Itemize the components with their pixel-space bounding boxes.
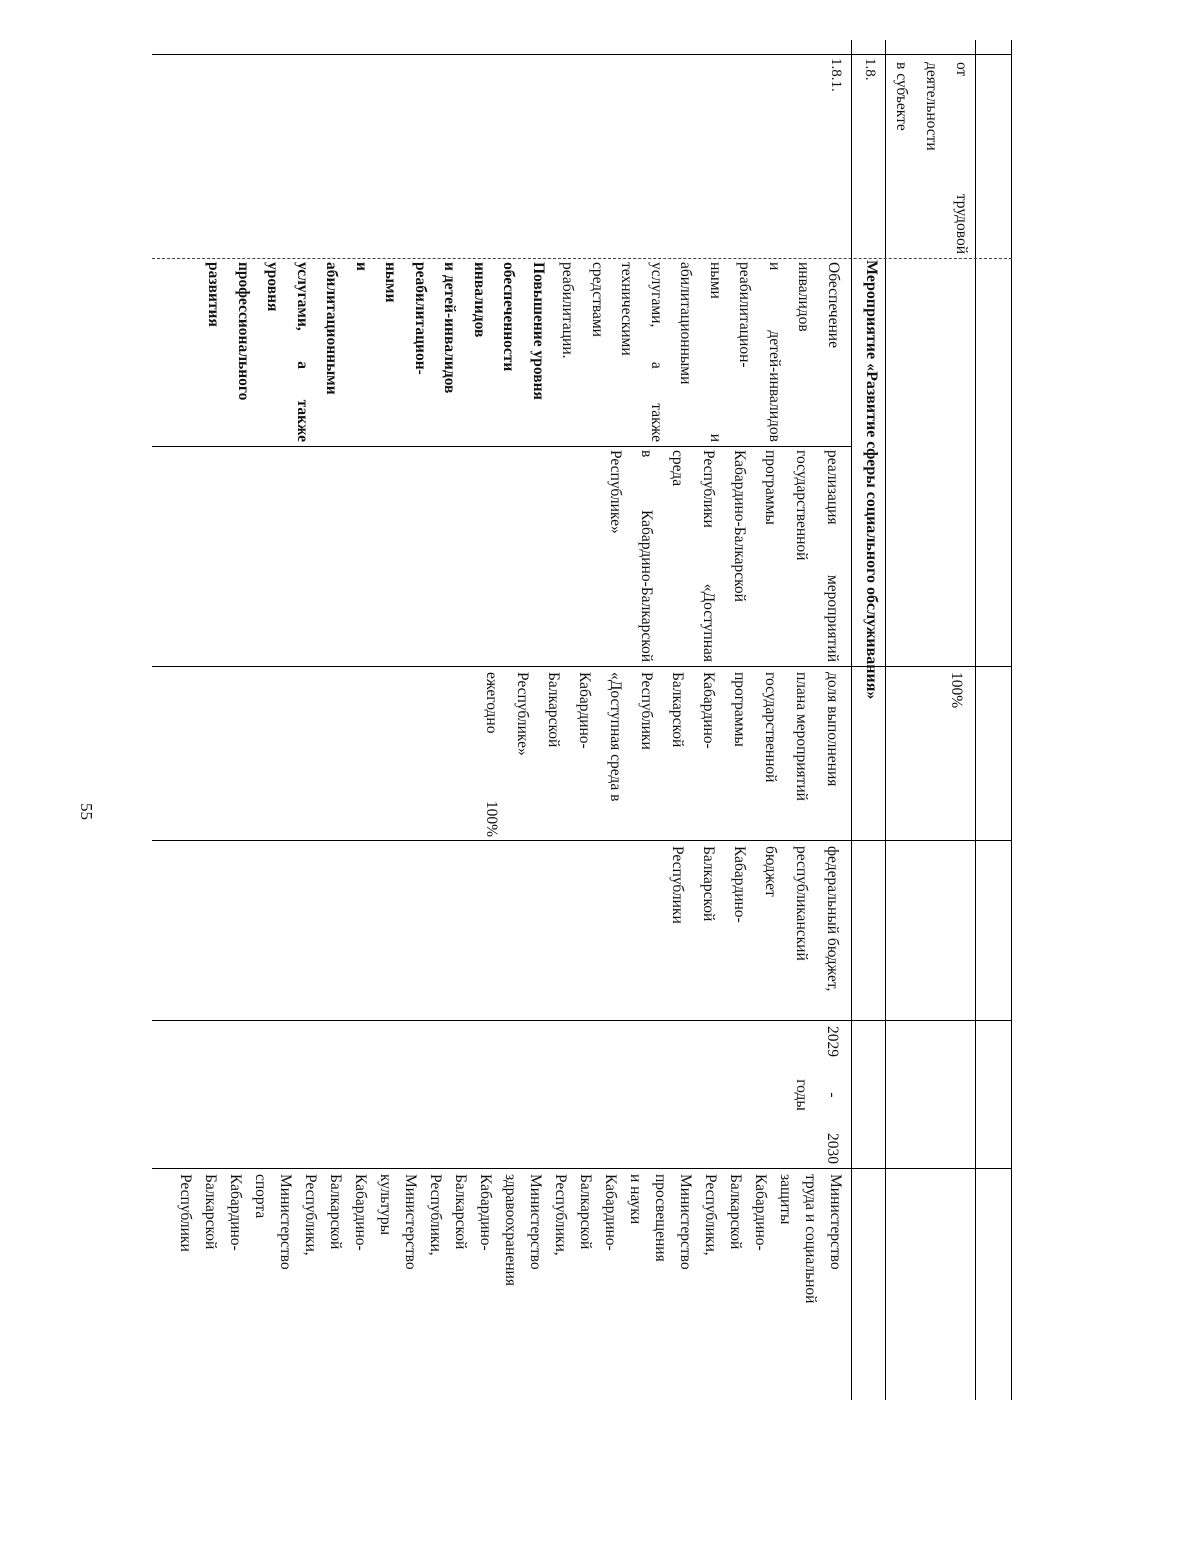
row-executor-line: Министерство <box>527 1174 544 1270</box>
row-name-line: и детей-инвалидов <box>441 262 459 394</box>
row-executor-line: Республики, <box>552 1174 569 1256</box>
row-executor-line: защиты <box>777 1174 794 1225</box>
row-funding-line: республиканский <box>793 846 810 961</box>
row-name-line: обеспеченности <box>500 262 518 372</box>
row-name-line: профессионального <box>235 262 252 401</box>
row-executor-line: просвещения <box>652 1174 669 1262</box>
row-executor-line: Балкарской <box>577 1174 594 1250</box>
page-number: 55 <box>77 803 96 820</box>
row-funding-line: федеральный бюджет, <box>824 846 841 992</box>
row-indicator-line: Кабардино- <box>700 672 717 749</box>
row-name-line: развития <box>205 262 223 327</box>
row-indicator-line: Кабардино- <box>576 672 593 749</box>
row-content-line: среда <box>669 450 686 487</box>
prev-row-name <box>886 62 976 254</box>
row-name-line: услугами, а также <box>294 262 311 442</box>
row-name-line: реабилитацион- <box>736 262 754 368</box>
row-content-line: реализация мероприятий <box>824 450 841 662</box>
row-indicator-line: Республики <box>638 672 655 750</box>
row-indicator-line: ежегодно 100% <box>483 672 500 837</box>
row-name-line: Обеспечение <box>825 262 842 348</box>
column-divider-6 <box>152 1020 1012 1021</box>
row-executor-line: Балкарской <box>202 1174 219 1250</box>
row-content-line: программы <box>762 450 779 525</box>
row-indicator <box>476 672 848 837</box>
row-indicator-line: Республике» <box>514 672 531 756</box>
row-name-line: реабилитацион- <box>412 262 429 375</box>
row-name-line: абилитационными <box>323 262 341 395</box>
row-name-line: и <box>353 262 370 271</box>
row-executor-line: Балкарской <box>327 1174 344 1250</box>
prev-row-name-line: от трудовой <box>953 62 970 254</box>
row-executor-line: труда и социальной <box>802 1174 819 1304</box>
row-executor-line: Республики, <box>427 1174 444 1256</box>
row-funding <box>662 846 848 1018</box>
row-executor-line: Республики, <box>702 1174 719 1256</box>
row-executor-line: Министерство <box>277 1174 294 1270</box>
table-top-border <box>1011 40 1012 1400</box>
row-executor-line: Кабардино- <box>752 1174 769 1251</box>
row-executor-line: Республики, <box>302 1174 319 1256</box>
column-divider-1 <box>152 54 1012 55</box>
row-name-line: средствами <box>589 262 606 337</box>
row-executor-line: Кабардино- <box>602 1174 619 1251</box>
row-executor-line: Министерство <box>827 1174 844 1270</box>
row-funding-line: бюджет <box>762 846 779 897</box>
row-executor-line: культуры <box>377 1174 394 1236</box>
row-period <box>786 1026 848 1164</box>
row-name-line: Повышение уровня <box>530 262 547 400</box>
section-header-divider <box>851 40 852 1400</box>
prev-row-name-line: в субъекте <box>893 62 910 131</box>
row-content-line: Республики «Доступная <box>700 450 717 662</box>
row-name-line: и детей-инвалидов <box>766 262 783 442</box>
row-executor-line: спорта <box>252 1174 269 1219</box>
row-executor-line: Министерство <box>677 1174 694 1270</box>
section-number: 1.8. <box>862 58 878 81</box>
row-executors <box>173 1174 848 1396</box>
column-divider-7 <box>152 1168 1012 1169</box>
row-executor-line: и науки <box>627 1174 644 1225</box>
row-name-line: услугами, а также <box>648 262 665 442</box>
row-indicator-line: Балкарской <box>669 672 686 748</box>
row-indicator-line: программы <box>731 672 748 747</box>
column-divider-2 <box>152 258 1012 259</box>
row-name-line: ными и <box>707 262 724 442</box>
rotated-table <box>150 40 1020 1400</box>
row-content-line: в Кабардино-Балкарской <box>638 450 655 662</box>
row-executor-line: Кабардино- <box>477 1174 494 1251</box>
row-executor-line: Балкарской <box>727 1174 744 1250</box>
row-content-line: Республике» <box>607 450 624 534</box>
row-name <box>199 262 848 442</box>
row-name-line: инвалидов <box>795 262 813 332</box>
row-funding-line: Кабардино- <box>731 846 748 923</box>
row-executor-line: Республики <box>177 1174 194 1252</box>
row-indicator-line: «Доступная среда в <box>607 672 624 802</box>
row-name-line: инвалидов <box>471 262 488 338</box>
row-indicator-line: государственной <box>762 672 779 783</box>
column-divider-5 <box>152 840 1012 841</box>
row-name-line: реабилитации. <box>559 262 577 359</box>
row-content-line: государственной <box>793 450 810 561</box>
row-content-line: Кабардино-Балкарской <box>731 450 748 602</box>
row-period-line: годы <box>793 1079 810 1111</box>
row-executor-line: Кабардино- <box>227 1174 244 1251</box>
row-indicator-line: Балкарской <box>545 672 562 748</box>
row-name-line: техническими <box>618 262 636 356</box>
row-period-line: 2029 - 2030 <box>824 1026 841 1164</box>
row-funding-line: Балкарской <box>700 846 717 922</box>
row-indicator-line: доля выполнения <box>824 672 841 787</box>
row-name-line: абилитационными <box>677 262 695 385</box>
row-indicator-line: плана мероприятий <box>793 672 810 801</box>
column-divider-3 <box>152 446 852 447</box>
row-funding-line: Республики <box>669 846 686 924</box>
row-executor-line: здравоохранения <box>502 1174 519 1286</box>
row-number: 1.8.1. <box>828 58 844 92</box>
prev-row-name-line: деятельности <box>923 62 940 151</box>
row-executor-line: Министерство <box>402 1174 419 1270</box>
column-divider-4 <box>152 666 1012 667</box>
prev-row-indicator-value: 100% <box>948 672 965 709</box>
row-name-line: ными <box>382 262 400 303</box>
row-executor-line: Кабардино- <box>352 1174 369 1251</box>
row-executor-line: Балкарской <box>452 1174 469 1250</box>
section-title: Мероприятие «Развитие сферы социального обслуживания» <box>863 260 880 700</box>
row-name-line: уровня <box>264 262 282 312</box>
row-content <box>600 450 848 662</box>
